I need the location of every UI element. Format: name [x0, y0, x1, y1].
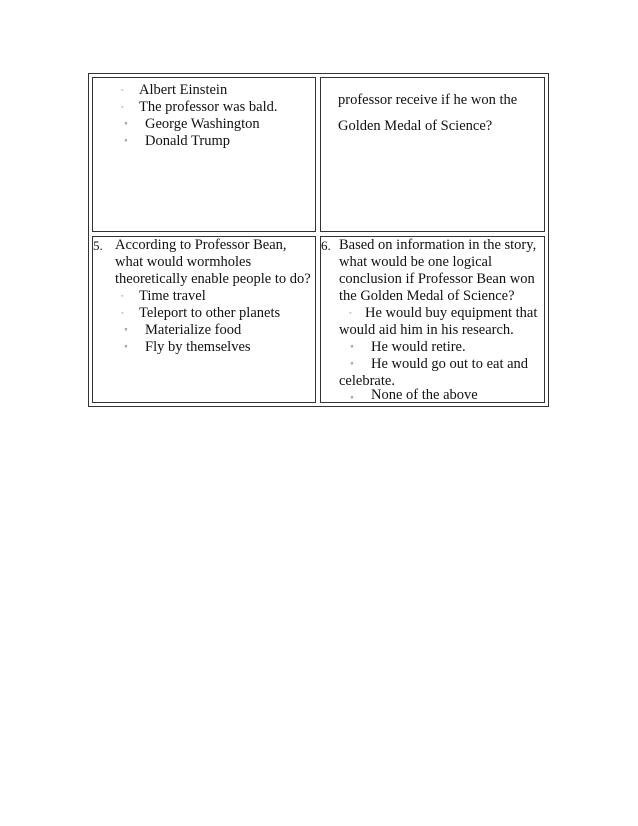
option-marker: ⚬ — [349, 360, 355, 368]
cell-question-5 — [92, 236, 316, 403]
question-text-line: professor receive if he won the — [338, 92, 518, 108]
option-marker: ⚬ — [349, 394, 355, 402]
option-marker: ◦ — [121, 309, 124, 317]
option-marker: ◦ — [121, 86, 124, 94]
cell-question-6 — [320, 236, 545, 403]
option-buy-equipment[interactable]: He would buy equipment that — [365, 305, 538, 321]
option-materialize-food[interactable]: Materialize food — [145, 322, 242, 338]
cell-previous-question-options — [92, 77, 316, 232]
question-text-line: Based on information in the story, — [339, 237, 537, 253]
option-albert-einstein[interactable]: Albert Einstein — [139, 82, 228, 98]
question-text-line: the Golden Medal of Science? — [339, 288, 515, 304]
option-marker: ⚬ — [123, 137, 129, 145]
option-fly-by-themselves[interactable]: Fly by themselves — [145, 339, 251, 355]
question-number: 6. — [321, 238, 331, 253]
option-marker: ◦ — [349, 309, 352, 317]
question-text-line: According to Professor Bean, — [115, 237, 287, 253]
option-marker: ◦ — [121, 103, 124, 111]
option-buy-equipment-continued[interactable]: would aid him in his research. — [339, 322, 514, 338]
option-teleport[interactable]: Teleport to other planets — [139, 305, 281, 321]
question-text-line: conclusion if Professor Bean won — [339, 271, 535, 287]
option-marker: ⚬ — [123, 120, 129, 128]
option-marker: ⚬ — [123, 343, 129, 351]
option-time-travel[interactable]: Time travel — [139, 288, 206, 304]
question-text-line: what would be one logical — [339, 254, 493, 270]
option-george-washington[interactable]: George Washington — [145, 116, 260, 132]
option-eat-and-celebrate[interactable]: He would go out to eat and — [371, 356, 529, 372]
question-text-line: what would wormholes — [115, 254, 252, 270]
option-marker: ⚬ — [349, 343, 355, 351]
option-none-of-the-above[interactable]: None of the above — [371, 387, 478, 403]
option-eat-and-celebrate-continued[interactable]: celebrate. — [339, 373, 395, 389]
option-professor-bald[interactable]: The professor was bald. — [139, 99, 278, 115]
option-donald-trump[interactable]: Donald Trump — [145, 133, 231, 149]
option-marker: ⚬ — [123, 326, 129, 334]
question-text-line: Golden Medal of Science? — [338, 118, 493, 134]
option-marker: ◦ — [121, 292, 124, 300]
question-table — [88, 73, 549, 407]
question-number: 5. — [93, 238, 103, 253]
cell-previous-question-text — [320, 77, 545, 232]
option-retire[interactable]: He would retire. — [371, 339, 466, 355]
question-text-line: theoretically enable people to do? — [115, 271, 311, 287]
